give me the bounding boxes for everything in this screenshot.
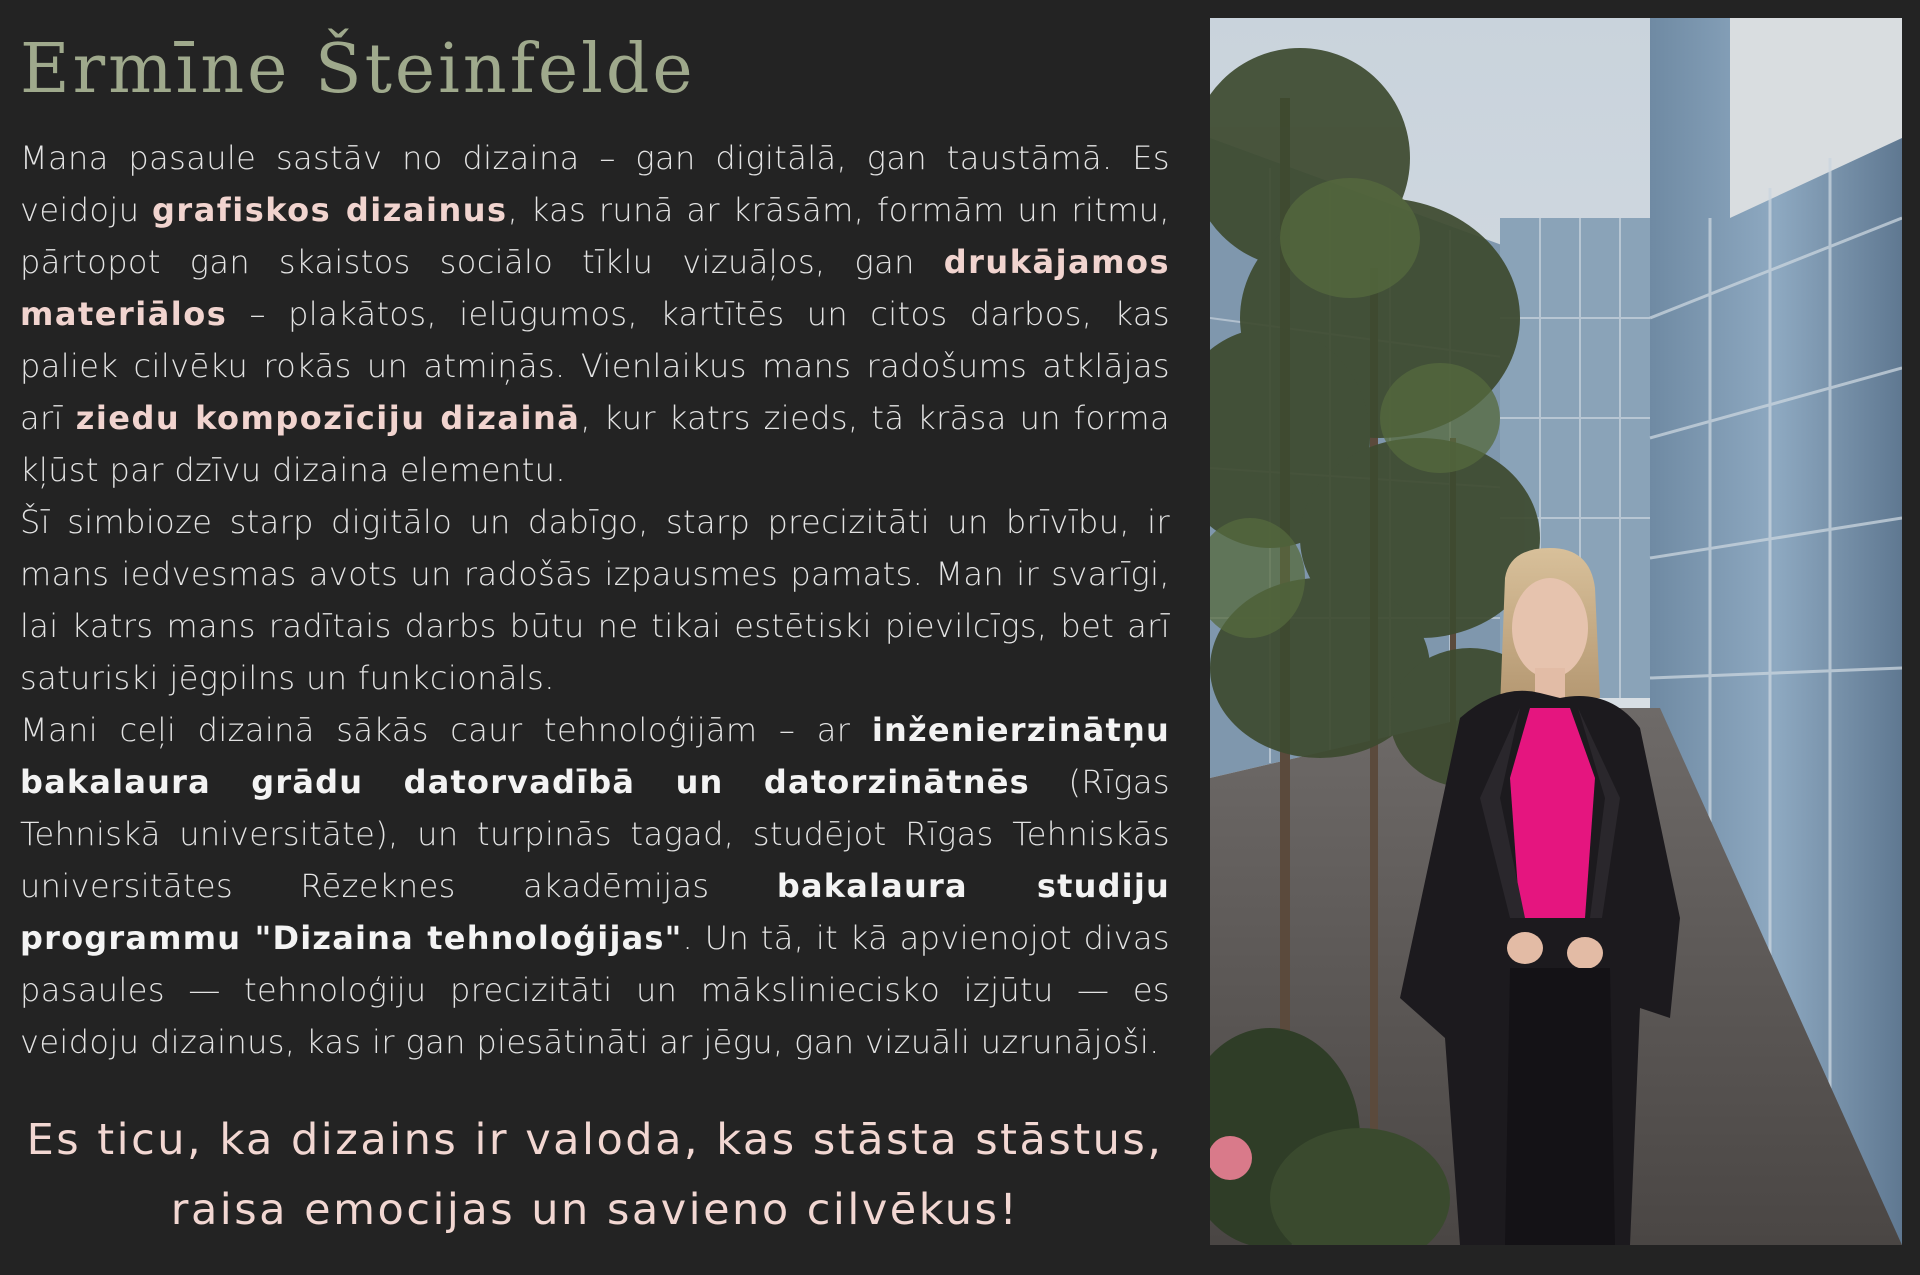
closing-line-2: raisa emocijas un savieno cilvēkus! [170, 1185, 1020, 1235]
bio-text: – plakātos, ielūgumos, kartītēs un citos darbos, kas paliek cilvēku rokās un atmiņās. Vienlaikus mans radošums atklājas arī [20, 295, 1170, 437]
hand [1567, 937, 1603, 969]
hand [1507, 932, 1543, 964]
bio-text: , kur katrs zieds, tā krāsa un forma kļūst par dzīvu dizaina elementu. [20, 399, 1171, 489]
bio-paragraph-3 [20, 704, 1170, 1068]
bio-text: Mani ceļi dizainā sākās caur tehnoloģijām – ar [20, 711, 872, 749]
bio-text: , kas runā ar krāsām, formām un ritmu, pārtopot gan skaistos sociālo tīklu vizuāļos, gan [20, 191, 1171, 281]
portrait-illustration [1210, 18, 1902, 1245]
highlight-graphic-design: grafiskos dizainus [152, 191, 508, 229]
highlight-floral-design: ziedu kompozīciju dizainā [75, 399, 581, 437]
face [1512, 578, 1588, 678]
black-trousers [1505, 968, 1615, 1245]
bio-text: . Un tā, it kā apvienojot divas pasaules — tehnoloģiju precizitāti un mākslinieciskо izjūtu — es veidoju dizainus, kas ir gan piesātināti ar jēgu, gan vizuāli uzrunājoši. [20, 919, 1170, 1061]
pink-flower [1210, 1136, 1252, 1180]
highlight-engineering-degree: inženierzinātņu bakalaura grādu datorvadībā un datorzinātnēs [20, 711, 1170, 801]
closing-line-1: Es ticu, ka dizains ir valoda, kas stāsta stāstus, [26, 1115, 1164, 1165]
portrait-photo [1210, 18, 1902, 1245]
bio-column [20, 20, 1170, 1255]
bio-paragraph-2: Šī simbioze starp digitālo un dabīgo, starp precizitāti un brīvību, ir mans iedvesmas avots un radošās izpausmes pamats. Man ir svarīgi, lai katrs mans radītais darbs būtu ne tikai estētiski pievilcīgs, bet arī saturiski jēgpilns un funkcionāls. [20, 503, 1170, 697]
highlight-study-program: bakalaura studiju programmu "Dizaina tehnoloģijas" [20, 867, 1170, 957]
closing-statement [20, 1105, 1170, 1245]
bio-text: (Rīgas Tehniskā universitāte), un turpinās tagad, studējot Rīgas Tehniskās universitātes Rēzeknes akadēmijas [20, 763, 1170, 905]
bio-paragraph-1 [20, 132, 1170, 496]
bio-text: Mana pasaule sastāv no dizaina – gan digitālā, gan taustāmā. Es veidoju [20, 139, 1170, 229]
highlight-print-materials: drukājamos materiālos [20, 243, 1170, 333]
page-title: Ermīne Šteinfelde [20, 30, 696, 109]
